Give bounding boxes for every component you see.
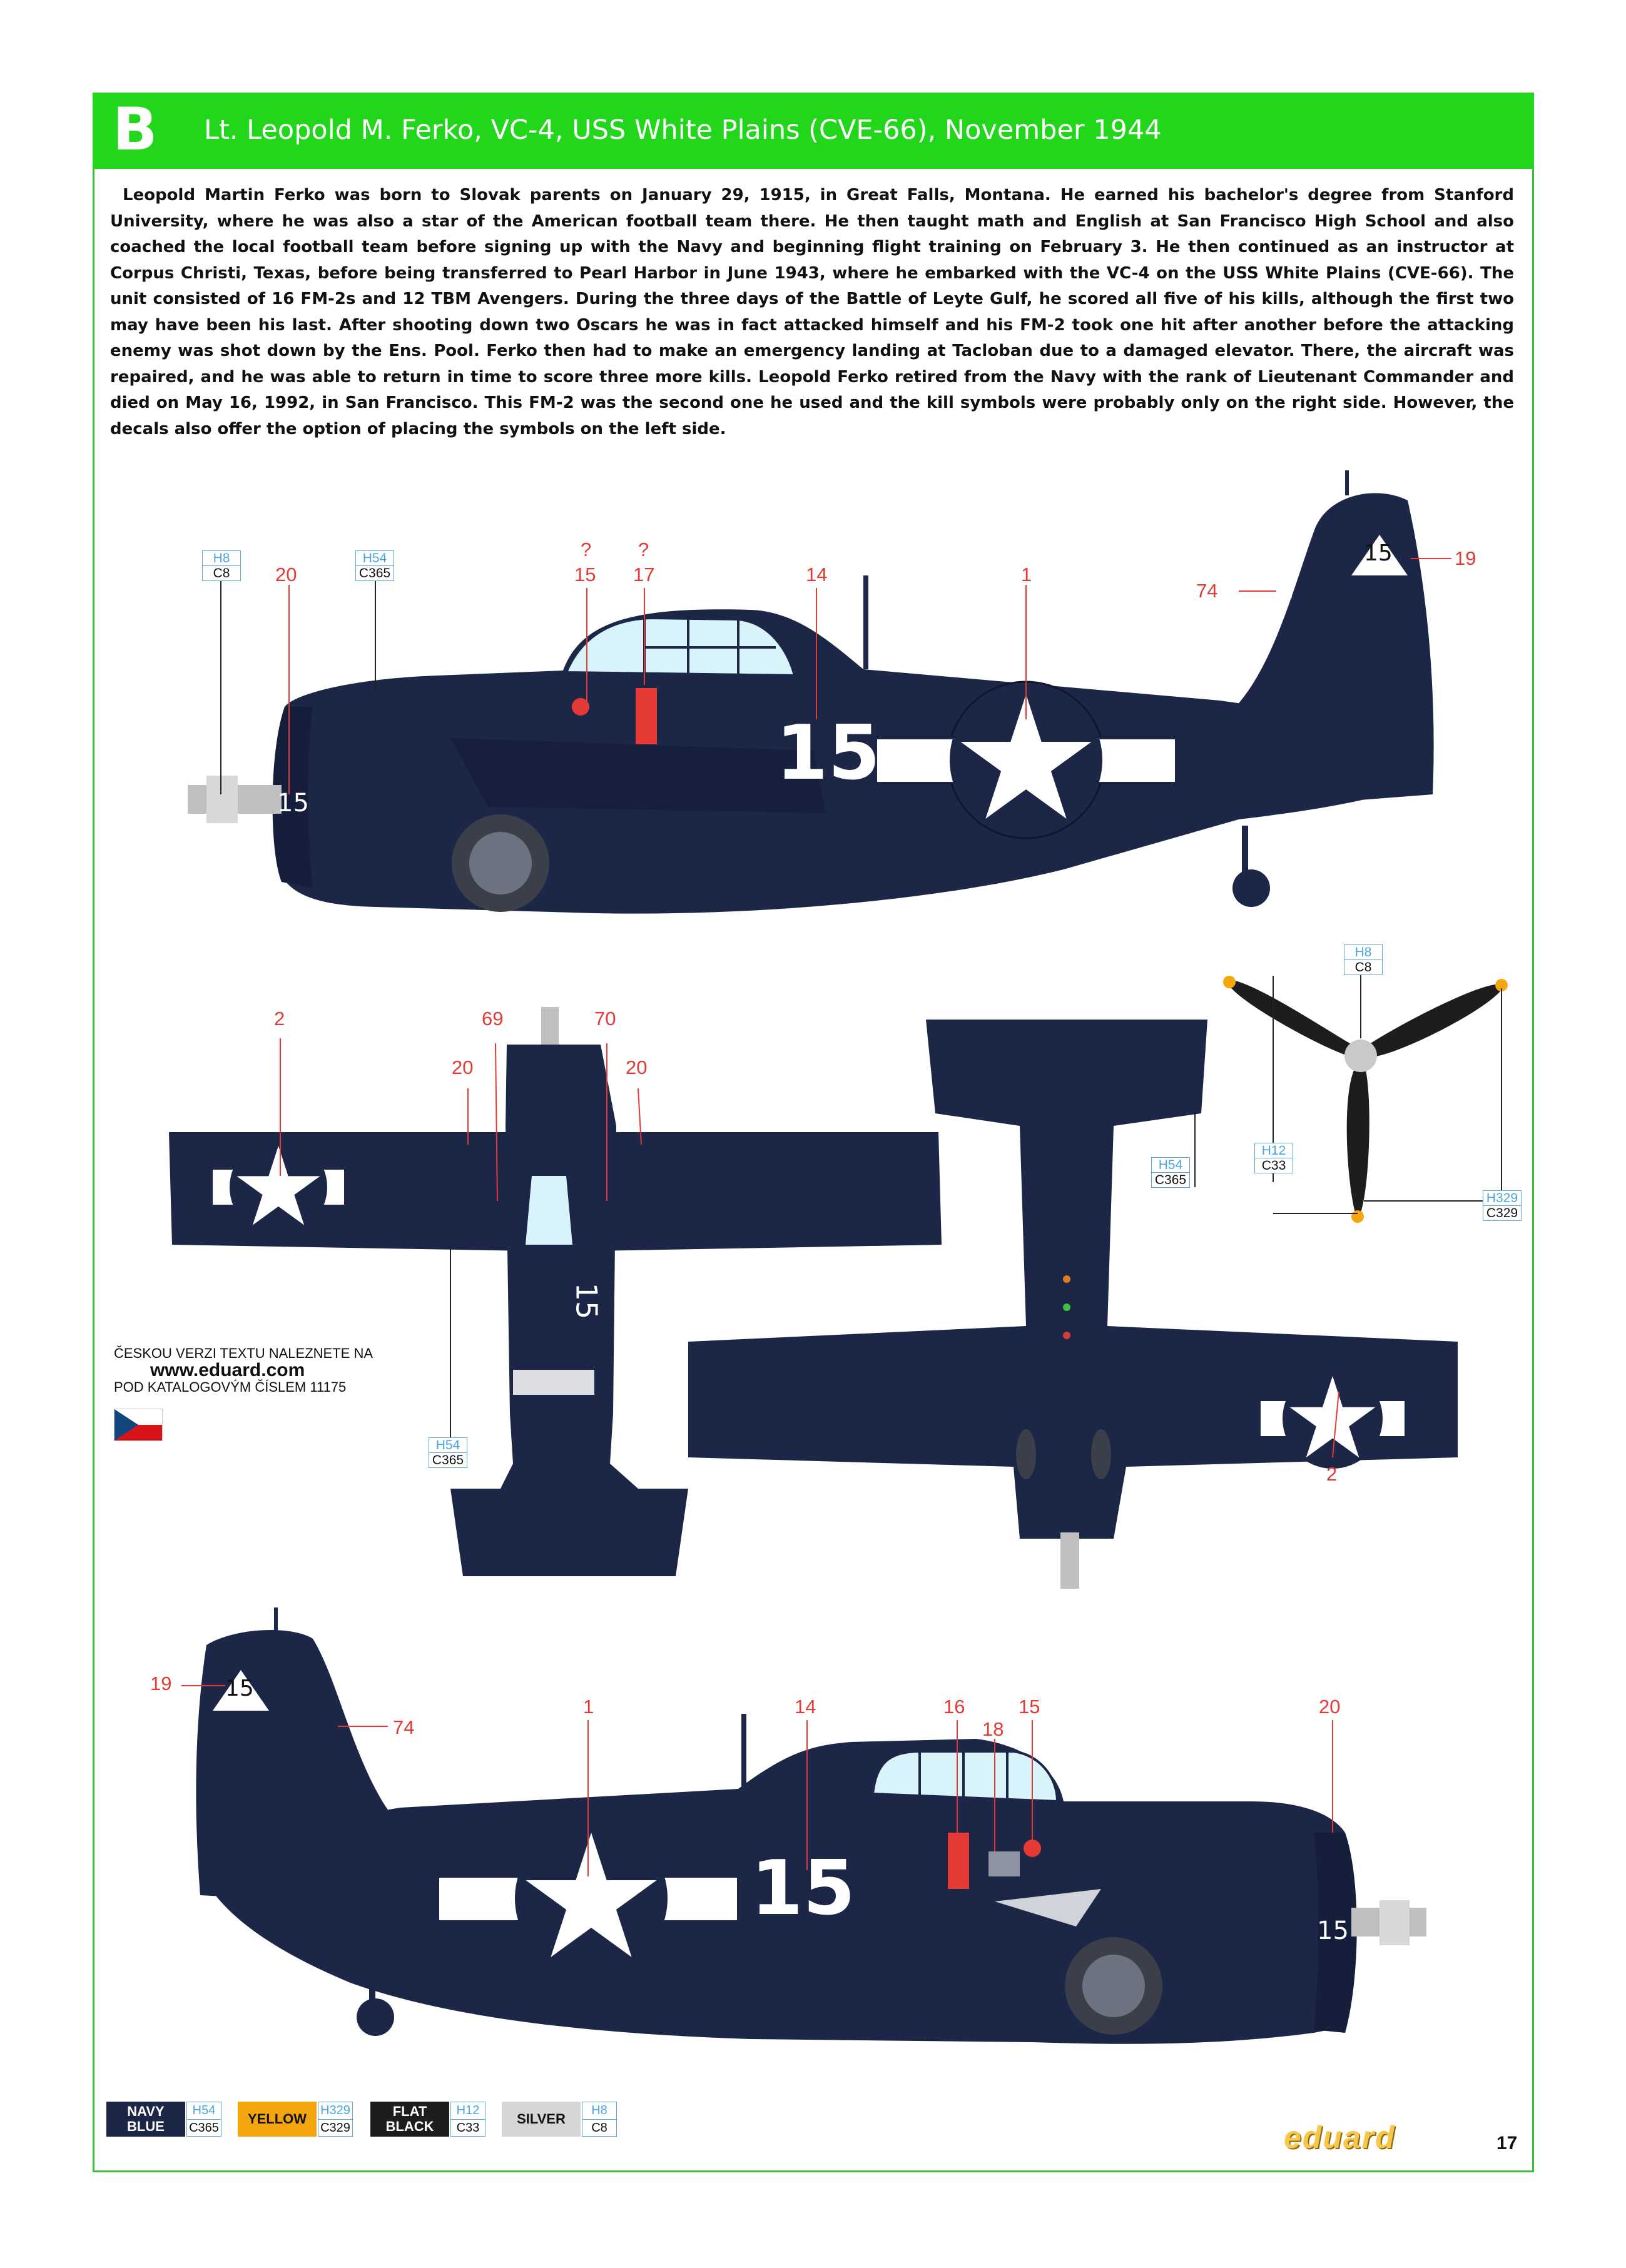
paint-code-spinner: H8 C8 xyxy=(202,550,241,581)
callout-1-bottom: 1 xyxy=(583,1696,594,1718)
fuselage-number-right: 15 xyxy=(776,710,880,797)
page-title: Lt. Leopold M. Ferko, VC-4, USS White Plains (CVE-66), November 1944 xyxy=(204,114,1162,146)
fuselage-number-left: 15 xyxy=(751,1845,855,1932)
callout-69: 69 xyxy=(482,1008,504,1030)
callout-70: 70 xyxy=(594,1008,616,1030)
callout-1-top: 1 xyxy=(1021,564,1032,585)
cowl-number-right: 15 xyxy=(277,789,309,818)
callout-2-bottomview: 2 xyxy=(1326,1463,1338,1485)
legend-flat-black-swatch: FLAT BLACK xyxy=(370,2102,449,2137)
callout-15-top: 15 xyxy=(574,564,596,585)
fin-number-right: 15 xyxy=(1364,540,1393,566)
callout-20-topview-right: 20 xyxy=(626,1056,648,1078)
callout-14-top: 14 xyxy=(806,564,828,585)
aircraft-bottom-view xyxy=(688,1020,1458,1589)
fin-number-left: 15 xyxy=(225,1676,254,1701)
legend-flat-black-code: H12 C33 xyxy=(450,2102,485,2137)
paint-code-bottomview: H54 C365 xyxy=(1151,1157,1190,1188)
biography-text: Leopold Martin Ferko was born to Slovak parents on January 29, 1915, in Great Falls, Montana. He earned his bachelor's degree from Stanford University, where he was also a star of the American football team there. He then taught math and English at San Francisco High School and also coached the local football team before signing up with the Navy and beginning flight training on February 3. He then continued as an instructor at Corpus Christi, Texas, before being transferred to Pearl Harbor in June 1943, where he embarked with the VC-4 on the USS White Plains (CVE-66). The unit consisted of 16 FM-2s and 12 TBM Avengers. During the three days of the Battle of Leyte Gulf, he scored all five of his kills, although the first two may have been his last. After shooting down two Oscars he was in fact attacked himself and his FM-2 took one hit after another before the attacking enemy was shot down by the Ens. Pool. Ferko then had to make an emergency landing at Tacloban due to a damaged elevator. There, the aircraft was repaired, and he was able to return in time to score three more kills. Leopold Ferko retired from the Navy with the rank of Lieutenant Commander and died on May 16, 1992, in San Francisco. This FM-2 was the second one he used and the kill symbols were probably only on the right side. However, the decals also offer the option of placing the symbols on the left side. xyxy=(110,186,1514,438)
callout-20-top: 20 xyxy=(275,564,297,585)
callout-15-bottom: 15 xyxy=(1019,1696,1040,1718)
legend-silver-swatch: SILVER xyxy=(502,2102,581,2137)
callout-20-bottom: 20 xyxy=(1319,1696,1341,1718)
czech-flag-icon xyxy=(114,1409,163,1441)
eduard-logo: eduard xyxy=(1284,2120,1396,2155)
callout-19-bottom: 19 xyxy=(150,1673,172,1694)
callout-16-bottom: 16 xyxy=(943,1696,965,1718)
profile-letter: B xyxy=(113,96,158,164)
callout-18-bottom: 18 xyxy=(982,1718,1004,1740)
cowl-number-left: 15 xyxy=(1317,1916,1349,1945)
propeller-diagram xyxy=(1223,976,1508,1223)
callout-74-top: 74 xyxy=(1196,580,1218,602)
callout-2-topview: 2 xyxy=(274,1008,285,1030)
eduard-url[interactable]: www.eduard.com xyxy=(150,1360,305,1380)
aircraft-right-profile xyxy=(188,470,1434,914)
paint-code-topview: H54 C365 xyxy=(429,1437,467,1468)
aircraft-left-profile xyxy=(196,1607,1426,2044)
paint-code-prop-hub: H8 C8 xyxy=(1344,944,1383,975)
czech-version-note: ČESKOU VERZI TEXTU NALEZNETE NA www.eduard.com POD KATALOGOVÝM ČÍSLEM 11175 xyxy=(114,1345,408,1395)
callout-14-bottom: 14 xyxy=(795,1696,816,1718)
callout-question-1: ? xyxy=(581,539,592,560)
callout-question-2: ? xyxy=(638,539,649,560)
paint-code-cowl: H54 C365 xyxy=(355,550,394,581)
aircraft-top-view xyxy=(169,1007,942,1576)
legend-yellow-code: H329 C329 xyxy=(318,2102,353,2137)
legend-yellow-swatch: YELLOW xyxy=(238,2102,317,2137)
paint-code-prop-tip: H329 C329 xyxy=(1483,1190,1522,1221)
page-number: 17 xyxy=(1496,2133,1518,2154)
callout-17-top: 17 xyxy=(633,564,655,585)
paint-code-prop-blade: H12 C33 xyxy=(1254,1143,1293,1173)
callout-20-topview-left: 20 xyxy=(452,1056,474,1078)
wing-number-top-view: 15 xyxy=(569,1282,604,1320)
legend-navy-blue-code: H54 C365 xyxy=(186,2102,221,2137)
callout-74-bottom: 74 xyxy=(393,1716,415,1738)
legend-navy-blue-swatch: NAVY BLUE xyxy=(106,2102,185,2137)
legend-silver-code: H8 C8 xyxy=(582,2102,617,2137)
callout-19-top: 19 xyxy=(1455,547,1476,569)
